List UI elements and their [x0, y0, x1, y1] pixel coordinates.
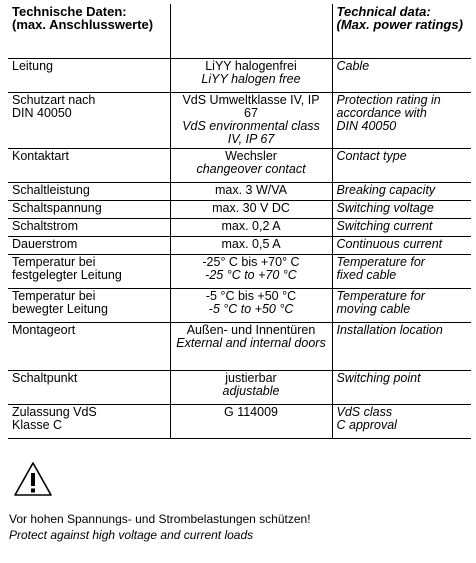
property-label-german: [8, 183, 170, 201]
property-value: [170, 201, 332, 219]
property-value-english: VdS environmental class IV, IP 67: [182, 119, 320, 146]
property-label-german-line: Dauerstrom: [12, 237, 78, 251]
property-label-german-line: Montageort: [12, 323, 76, 337]
property-label-german: [8, 219, 170, 237]
property-label-german-line: DIN 40050: [12, 106, 72, 120]
table-header-row: [8, 4, 471, 59]
property-label-english-line: Cable: [336, 59, 370, 73]
property-value-german: G 114009: [224, 405, 278, 419]
property-label-german-line: festgelegter Leitung: [12, 268, 122, 282]
table-row: [8, 183, 471, 201]
property-value: [170, 323, 332, 371]
property-label-english-line: moving cable: [336, 302, 411, 316]
property-label-german-line: Schaltstrom: [12, 219, 78, 233]
property-label-german: [8, 237, 170, 255]
property-value-english: -5 °C to +50 °C: [208, 302, 294, 316]
header-german-line2: (max. Anschlusswerte): [12, 17, 154, 32]
property-label-german: [8, 201, 170, 219]
property-value-german: VdS Umweltklasse IV, IP 67: [182, 93, 320, 120]
property-value: [170, 237, 332, 255]
property-label-english: [332, 201, 471, 219]
property-value: [170, 149, 332, 183]
property-label-english: [332, 183, 471, 201]
property-value-german: LiYY halogenfrei: [205, 59, 297, 73]
property-label-english: [332, 219, 471, 237]
header-english-line1: Technical data:: [336, 4, 431, 19]
property-label-english: [332, 371, 471, 405]
property-label-english-line: Switching point: [336, 371, 421, 385]
property-label-german-line: Schaltpunkt: [12, 371, 78, 385]
property-label-english-line: VdS class: [336, 405, 393, 419]
property-value-english: -25 °C to +70 °C: [205, 268, 297, 282]
property-label-english: [332, 323, 471, 371]
property-value: [170, 255, 332, 289]
property-label-english: [332, 405, 471, 439]
property-label-english: [332, 59, 471, 93]
property-value: [170, 371, 332, 405]
warning-text-english: Protect against high voltage and current loads: [9, 528, 254, 542]
property-label-german: [8, 405, 170, 439]
property-value-german: max. 3 W/VA: [214, 183, 287, 197]
property-value-german: -25° C bis +70° C: [202, 255, 300, 269]
property-label-german-line: Schaltspannung: [12, 201, 102, 215]
table-row: [8, 255, 471, 289]
property-label-english-line: C approval: [336, 418, 397, 432]
property-label-german-line: bewegter Leitung: [12, 302, 108, 316]
property-value-english: adjustable: [222, 384, 280, 398]
property-value: [170, 93, 332, 149]
property-value-german: max. 30 V DC: [212, 201, 290, 215]
property-label-english-line: DIN 40050: [336, 119, 397, 133]
header-empty: [170, 4, 332, 59]
table-row: [8, 371, 471, 405]
property-label-english-line: Temperature for: [336, 289, 425, 303]
table-row: [8, 289, 471, 323]
property-label-german-line: Leitung: [12, 59, 54, 73]
property-label-german: [8, 59, 170, 93]
property-label-english-line: Continuous current: [336, 237, 443, 251]
property-label-german-line: Temperatur bei: [12, 289, 96, 303]
property-value-german: Wechsler: [225, 149, 277, 163]
table-row: [8, 149, 471, 183]
property-label-german: [8, 93, 170, 149]
property-label-english: [332, 289, 471, 323]
property-value-german: justierbar: [225, 371, 277, 385]
property-label-english-line: Installation location: [336, 323, 443, 337]
property-label-german-line: Schutzart nach: [12, 93, 96, 107]
property-label-german: [8, 149, 170, 183]
property-label-english-line: accordance with: [336, 106, 427, 120]
property-label-german-line: Kontaktart: [12, 149, 69, 163]
property-value-english: changeover contact: [196, 162, 306, 176]
property-label-english-line: Contact type: [336, 149, 407, 163]
table-row: [8, 405, 471, 439]
property-label-english-line: Temperature for: [336, 255, 425, 269]
property-label-english: [332, 255, 471, 289]
property-label-english-line: Switching current: [336, 219, 433, 233]
property-value: [170, 289, 332, 323]
property-value-english: LiYY halogen free: [201, 72, 301, 86]
table-row: [8, 237, 471, 255]
header-german: [8, 4, 170, 59]
property-value: [170, 405, 332, 439]
warning-triangle-icon: [13, 461, 53, 497]
property-label-english-line: fixed cable: [336, 268, 397, 282]
warning-text-german: Vor hohen Spannungs- und Strombelastungen schützen!: [9, 512, 311, 526]
table-row: [8, 219, 471, 237]
property-value: [170, 59, 332, 93]
header-english-line2: (Max. power ratings): [336, 17, 463, 32]
table-row: [8, 93, 471, 149]
property-value: [170, 219, 332, 237]
property-value-german: -5 °C bis +50 °C: [205, 289, 297, 303]
property-label-english: [332, 237, 471, 255]
property-label-german-line: Schaltleistung: [12, 183, 90, 197]
property-label-german-line: Temperatur bei: [12, 255, 96, 269]
header-german-line1: Technische Daten:: [12, 4, 127, 19]
table-row: [8, 201, 471, 219]
technical-data-table: [8, 4, 471, 439]
property-label-german: [8, 255, 170, 289]
property-label-german: [8, 371, 170, 405]
property-label-english-line: Breaking capacity: [336, 183, 436, 197]
property-label-german-line: Klasse C: [12, 418, 63, 432]
table-row: [8, 59, 471, 93]
property-value: [170, 183, 332, 201]
property-value-german: Außen- und Innentüren: [186, 323, 316, 337]
property-value-english: External and internal doors: [176, 336, 326, 350]
property-value-german: max. 0,5 A: [221, 237, 281, 251]
property-label-english: [332, 93, 471, 149]
property-value-german: max. 0,2 A: [221, 219, 281, 233]
header-english: [332, 4, 471, 59]
table-row: [8, 323, 471, 371]
property-label-german: [8, 323, 170, 371]
property-label-english: [332, 149, 471, 183]
property-label-german: [8, 289, 170, 323]
property-label-german-line: Zulassung VdS: [12, 405, 97, 419]
property-label-english-line: Protection rating in: [336, 93, 441, 107]
property-label-english-line: Switching voltage: [336, 201, 434, 215]
